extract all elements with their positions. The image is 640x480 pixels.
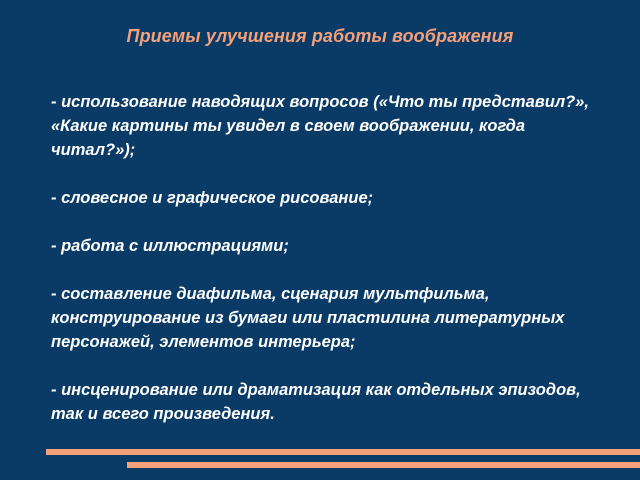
list-item: - инсценирование или драматизация как отдельных эпизодов, так и всего произведения. <box>51 381 581 423</box>
list-item: - словесное и графическое рисование; <box>51 189 374 207</box>
list-item: - использование наводящих вопросов («Что ты представил?», «Какие картины ты увидел в своем воображении, когда читал?»); <box>51 93 589 159</box>
list-item: - работа с иллюстрациями; <box>51 237 289 255</box>
decorative-line-top <box>46 449 640 455</box>
slide-content <box>51 90 591 426</box>
decorative-line-bottom <box>127 462 640 468</box>
list-item: - составление диафильма, сценария мультфильма, конструирование из бумаги или пластилина литературных персонажей, элементов интерьера; <box>51 285 565 351</box>
slide-title: Приемы улучшения работы воображения <box>126 26 514 46</box>
